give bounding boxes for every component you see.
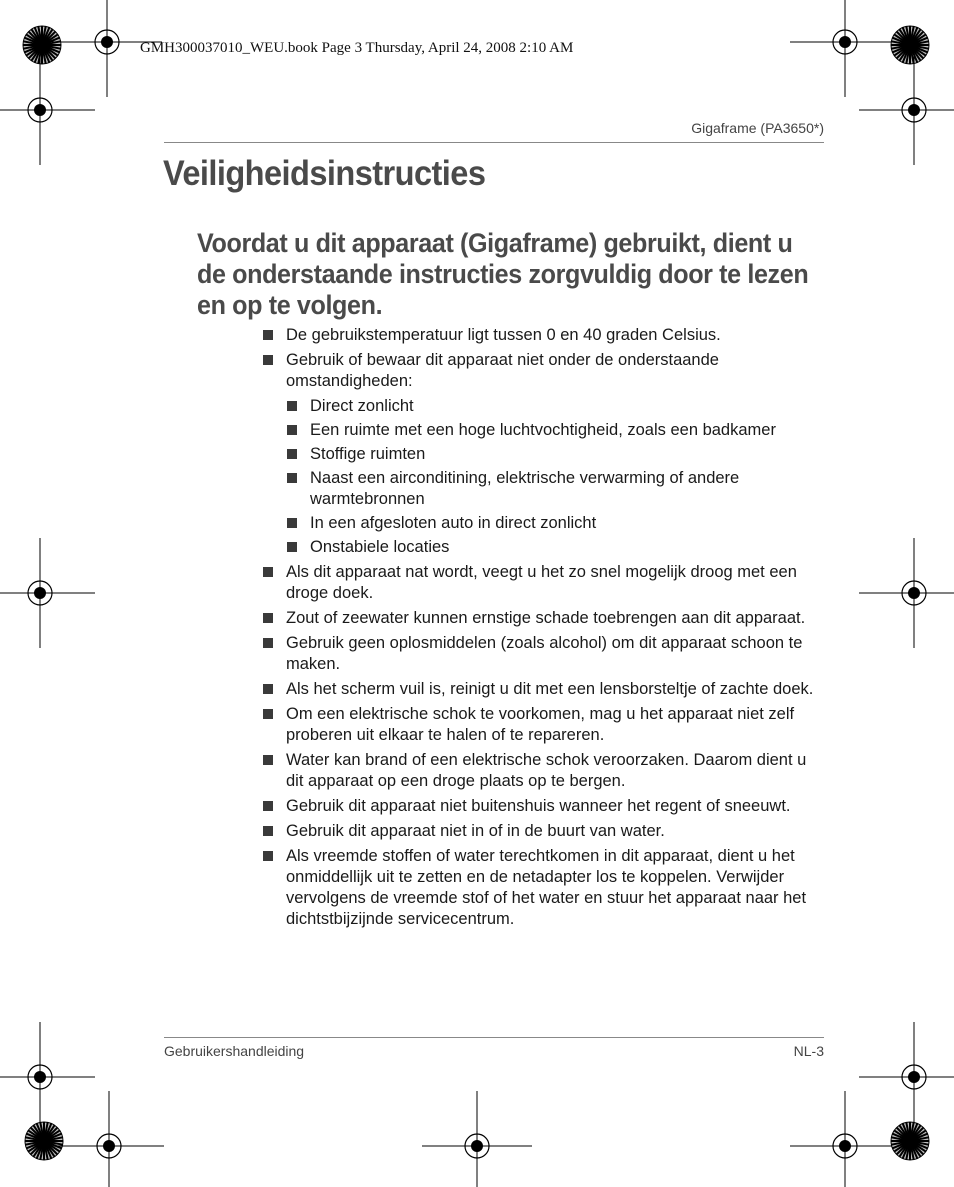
bullet-square-icon: [263, 567, 273, 577]
sub-item-text: In een afgesloten auto in direct zonlicht: [310, 514, 597, 532]
bullet-square-icon: [263, 638, 273, 648]
list-item: [262, 796, 828, 817]
item-text: Gebruik geen oplosmiddelen (zoals alcohol) om dit apparaat schoon te maken.: [286, 634, 803, 673]
sub-list-item: [286, 468, 828, 510]
item-text: Water kan brand of een elektrische schok veroorzaken. Daarom dient u dit apparaat op een droge plaats op te bergen.: [286, 751, 807, 790]
sub-item-text: Een ruimte met een hoge luchtvochtigheid, zoals een badkamer: [310, 421, 776, 439]
bullet-square-icon: [287, 542, 297, 552]
sub-item-text: Onstabiele locaties: [310, 538, 450, 556]
item-text: Gebruik of bewaar dit apparaat niet onder de onderstaande omstandigheden:: [286, 351, 719, 390]
bullet-square-icon: [263, 709, 273, 719]
bullet-square-icon: [263, 355, 273, 365]
sub-list-item: [286, 444, 828, 465]
bullet-square-icon: [287, 518, 297, 528]
bullet-square-icon: [263, 801, 273, 811]
list-item: [262, 562, 828, 604]
item-text: Gebruik dit apparaat niet in of in de buurt van water.: [286, 822, 665, 840]
item-text: Zout of zeewater kunnen ernstige schade toebrengen aan dit apparaat.: [286, 609, 806, 627]
item-text: Als het scherm vuil is, reinigt u dit met een lensborsteltje of zachte doek.: [286, 680, 814, 698]
bullet-square-icon: [287, 425, 297, 435]
list-item: [262, 846, 828, 930]
bullet-square-icon: [263, 851, 273, 861]
print-slug: GMH300037010_WEU.book Page 3 Thursday, April 24, 2008 2:10 AM: [140, 40, 574, 56]
item-text: De gebruikstemperatuur ligt tussen 0 en 40 graden Celsius.: [286, 326, 721, 344]
list-item: [262, 325, 828, 346]
sub-list-item: [286, 420, 828, 441]
sub-item-text: Stoffige ruimten: [310, 445, 426, 463]
item-text: Als dit apparaat nat wordt, veegt u het zo snel mogelijk droog met een droge doek.: [286, 563, 797, 602]
bullet-square-icon: [287, 473, 297, 483]
running-head: Gigaframe (PA3650*): [691, 120, 824, 136]
item-text: Gebruik dit apparaat niet buitenshuis wanneer het regent of sneeuwt.: [286, 797, 791, 815]
item-text: Om een elektrische schok te voorkomen, mag u het apparaat niet zelf proberen uit elkaar te halen of te repareren.: [286, 705, 795, 744]
page-title: Veiligheidsinstructies: [163, 154, 486, 193]
footer-rule: [164, 1037, 824, 1038]
bullet-square-icon: [263, 330, 273, 340]
sub-list-item: [286, 513, 828, 534]
sub-item-text: Naast een airconditining, elektrische verwarming of andere warmtebronnen: [310, 469, 740, 508]
bullet-square-icon: [263, 613, 273, 623]
bullet-square-icon: [263, 826, 273, 836]
list-item: [262, 679, 828, 700]
list-item: [262, 608, 828, 629]
list-item: [262, 750, 828, 792]
sub-list-item: [286, 537, 828, 558]
bullet-square-icon: [263, 755, 273, 765]
bullet-square-icon: [287, 449, 297, 459]
page-number: NL-3: [793, 1043, 824, 1059]
header-rule: [164, 142, 824, 143]
safety-list: [262, 325, 828, 934]
intro-heading: Voordat u dit apparaat (Gigaframe) gebruikt, dient u de onderstaande instructies zorgvuldig door te lezen en op te volgen.: [197, 228, 809, 320]
list-item: [262, 633, 828, 675]
list-item: [262, 350, 828, 558]
bullet-square-icon: [287, 401, 297, 411]
list-item: [262, 821, 828, 842]
sub-list-item: [286, 396, 828, 417]
sub-item-text: Direct zonlicht: [310, 397, 414, 415]
list-item: [262, 704, 828, 746]
sub-list: [286, 396, 828, 558]
item-text: Als vreemde stoffen of water terechtkomen in dit apparaat, dient u het onmiddellijk uit te zetten en de netadapter los te koppelen. Verwijder vervolgens de vreemde stof of het water en stuur het apparaat naar het dichtstbijzijnde servicecentrum.: [286, 847, 807, 928]
footer-manual-name: Gebruikershandleiding: [164, 1043, 305, 1059]
bullet-square-icon: [263, 684, 273, 694]
